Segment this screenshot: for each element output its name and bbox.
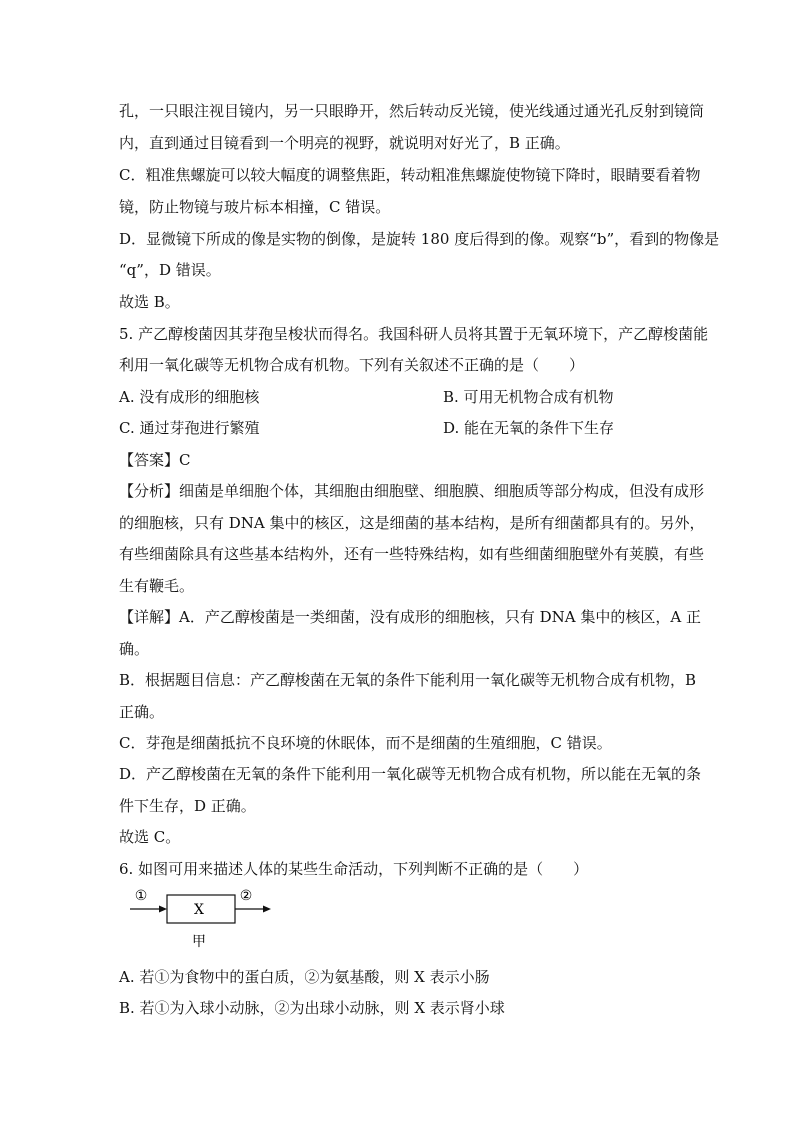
detail-text: 【详解】A．产乙醇梭菌是一类细菌，没有成形的细胞核，只有 DNA 集中的核区，A 正 [119,608,701,626]
option-d: D. 能在无氧的条件下生存 [443,419,615,437]
analysis-text: 【分析】细菌是单细胞个体，其细胞由细胞壁、细胞膜、细胞质等部分构成，但没有成形 [119,482,705,500]
question-5-stem: 5. 产乙醇梭菌因其芽孢呈梭状而得名。我国科研人员将其置于无氧环境下，产乙醇梭菌能 [119,325,709,343]
text-line: 孔，一只眼注视目镜内，另一只眼睁开，然后转动反光镜，使光线通过通光孔反射到镜筒 [119,102,705,120]
detail-text: 确。 [119,640,150,658]
detail-text: B．根据题目信息：产乙醇梭菌在无氧的条件下能利用一氧化碳等无机物合成有机物，B [119,671,697,689]
detail-text: 正确。 [119,703,165,721]
option-b: B. 可用无机物合成有机物 [443,388,614,406]
text-line: C．粗准焦螺旋可以较大幅度的调整焦距，转动粗准焦螺旋使物镜下降时，眼睛要看着物 [119,166,701,184]
text-line: 镜，防止物镜与玻片标本相撞，C 错误。 [119,198,391,216]
option-b: B. 若①为入球小动脉，②为出球小动脉，则 X 表示肾小球 [119,999,505,1017]
output-arrow-head [263,906,271,913]
answer-conclusion: 故选 C。 [119,828,181,846]
option-a: A. 若①为食物中的蛋白质，②为氨基酸，则 X 表示小肠 [119,968,490,986]
detail-text: D．产乙醇梭菌在无氧的条件下能利用一氧化碳等无机物合成有机物，所以能在无氧的条 [119,765,702,783]
answer-conclusion: 故选 B。 [119,293,180,311]
detail-text: C．芽孢是细菌抵抗不良环境的休眠体，而不是细菌的生殖细胞，C 错误。 [119,734,612,752]
input-arrow-head [159,906,167,913]
analysis-text: 有些细菌除具有这些基本结构外，还有一些特殊结构，如有些细菌细胞壁外有荚膜，有些 [119,545,705,563]
output-label: ② [239,888,253,904]
text-line: 内，直到通过目镜看到一个明亮的视野，就说明对好光了，B 正确。 [119,134,570,152]
answer-label: 【答案】C [119,451,191,469]
option-a: A. 没有成形的细胞核 [119,388,260,406]
analysis-text: 的细胞核，只有 DNA 集中的核区，这是细菌的基本结构，是所有细菌都具有的。另外， [119,514,705,532]
input-label: ① [134,888,148,904]
box-label: X [194,902,204,918]
text-line: D．显微镜下所成的像是实物的倒像，是旋转 180 度后得到的像。观察“b”，看到的物像是 [119,230,720,248]
detail-text: 件下生存，D 正确。 [119,797,256,815]
question-6-stem: 6. 如图可用来描述人体的某些生命活动，下列判断不正确的是（ ） [119,860,589,878]
analysis-text: 生有鞭毛。 [119,577,195,595]
question-5-stem: 利用一氧化碳等无机物合成有机物。下列有关叙述不正确的是（ ） [119,356,585,374]
option-c: C. 通过芽孢进行繁殖 [119,419,260,437]
text-line: “q”，D 错误。 [119,261,221,279]
diagram-caption: 甲 [192,934,206,950]
flow-diagram [128,886,288,956]
